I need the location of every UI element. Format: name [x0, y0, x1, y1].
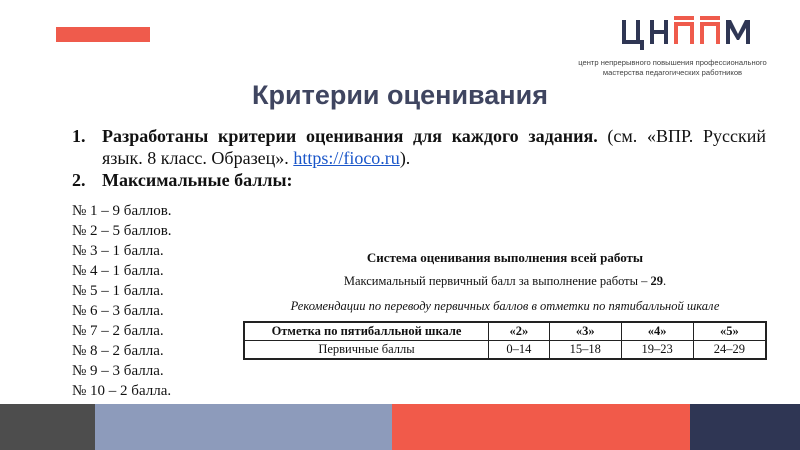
footer-segment [0, 404, 95, 450]
criteria-list [72, 125, 766, 191]
assessment-title: Система оценивания выполнения всей работы [366, 250, 644, 265]
range-cell: 15–18 [549, 341, 621, 360]
grade-cell: «3» [549, 322, 621, 341]
list-item-1 [72, 125, 766, 169]
logo-wordmark [618, 12, 760, 52]
logo [560, 12, 785, 82]
table-row [244, 322, 766, 341]
grade-cell: «5» [693, 322, 766, 341]
footer-stripe [0, 404, 800, 450]
max-scores-list [72, 201, 272, 401]
fioco-link[interactable]: https://fioco.ru [293, 148, 400, 168]
score-line: № 8 – 2 балла. [72, 343, 164, 359]
list-number: 1. [72, 126, 86, 146]
grade-table [243, 321, 767, 360]
range-cell: 19–23 [621, 341, 693, 360]
recommendation-text: Рекомендации по переводу первичных баллов в отметки по пятибалльной шкале [290, 299, 720, 313]
table-header-label: Отметка по пятибалльной шкале [244, 322, 489, 341]
max-score-line: Максимальный первичный балл за выполнение работы – 29. [343, 274, 667, 288]
score-line: № 9 – 3 балла. [72, 363, 164, 379]
list-number: 2. [72, 170, 86, 190]
list-item-2 [72, 169, 766, 191]
accent-bar [56, 27, 150, 42]
range-cell: 0–14 [489, 341, 550, 360]
grade-cell: «4» [621, 322, 693, 341]
logo-subtitle: центр непрерывного повышения профессионального мастерства педагогических работников [578, 58, 767, 77]
assessment-panel [243, 250, 767, 314]
score-line: № 4 – 1 балла. [72, 263, 164, 279]
page-title: Критерии оценивания [252, 80, 548, 110]
list-text: Разработаны критерии оценивания для каждого задания. (см. «ВПР. Русский язык. 8 класс. Образец». https://fioco.ru). [102, 126, 767, 168]
footer-segment [690, 404, 800, 450]
grade-cell: «2» [489, 322, 550, 341]
footer-segment [95, 404, 392, 450]
score-line: № 2 – 5 баллов. [72, 223, 172, 239]
footer-segment [392, 404, 690, 450]
score-line: № 1 – 9 баллов. [72, 203, 172, 219]
list-text: Максимальные баллы: [102, 170, 293, 190]
score-line: № 10 – 2 балла. [72, 383, 172, 399]
table-row [244, 341, 766, 360]
score-line: № 7 – 2 балла. [72, 323, 164, 339]
max-score-value: 29 [650, 274, 664, 288]
table-row-label: Первичные баллы [244, 341, 489, 360]
score-line: № 5 – 1 балла. [72, 283, 164, 299]
score-line: № 6 – 3 балла. [72, 303, 164, 319]
range-cell: 24–29 [693, 341, 766, 360]
score-line: № 3 – 1 балла. [72, 243, 164, 259]
